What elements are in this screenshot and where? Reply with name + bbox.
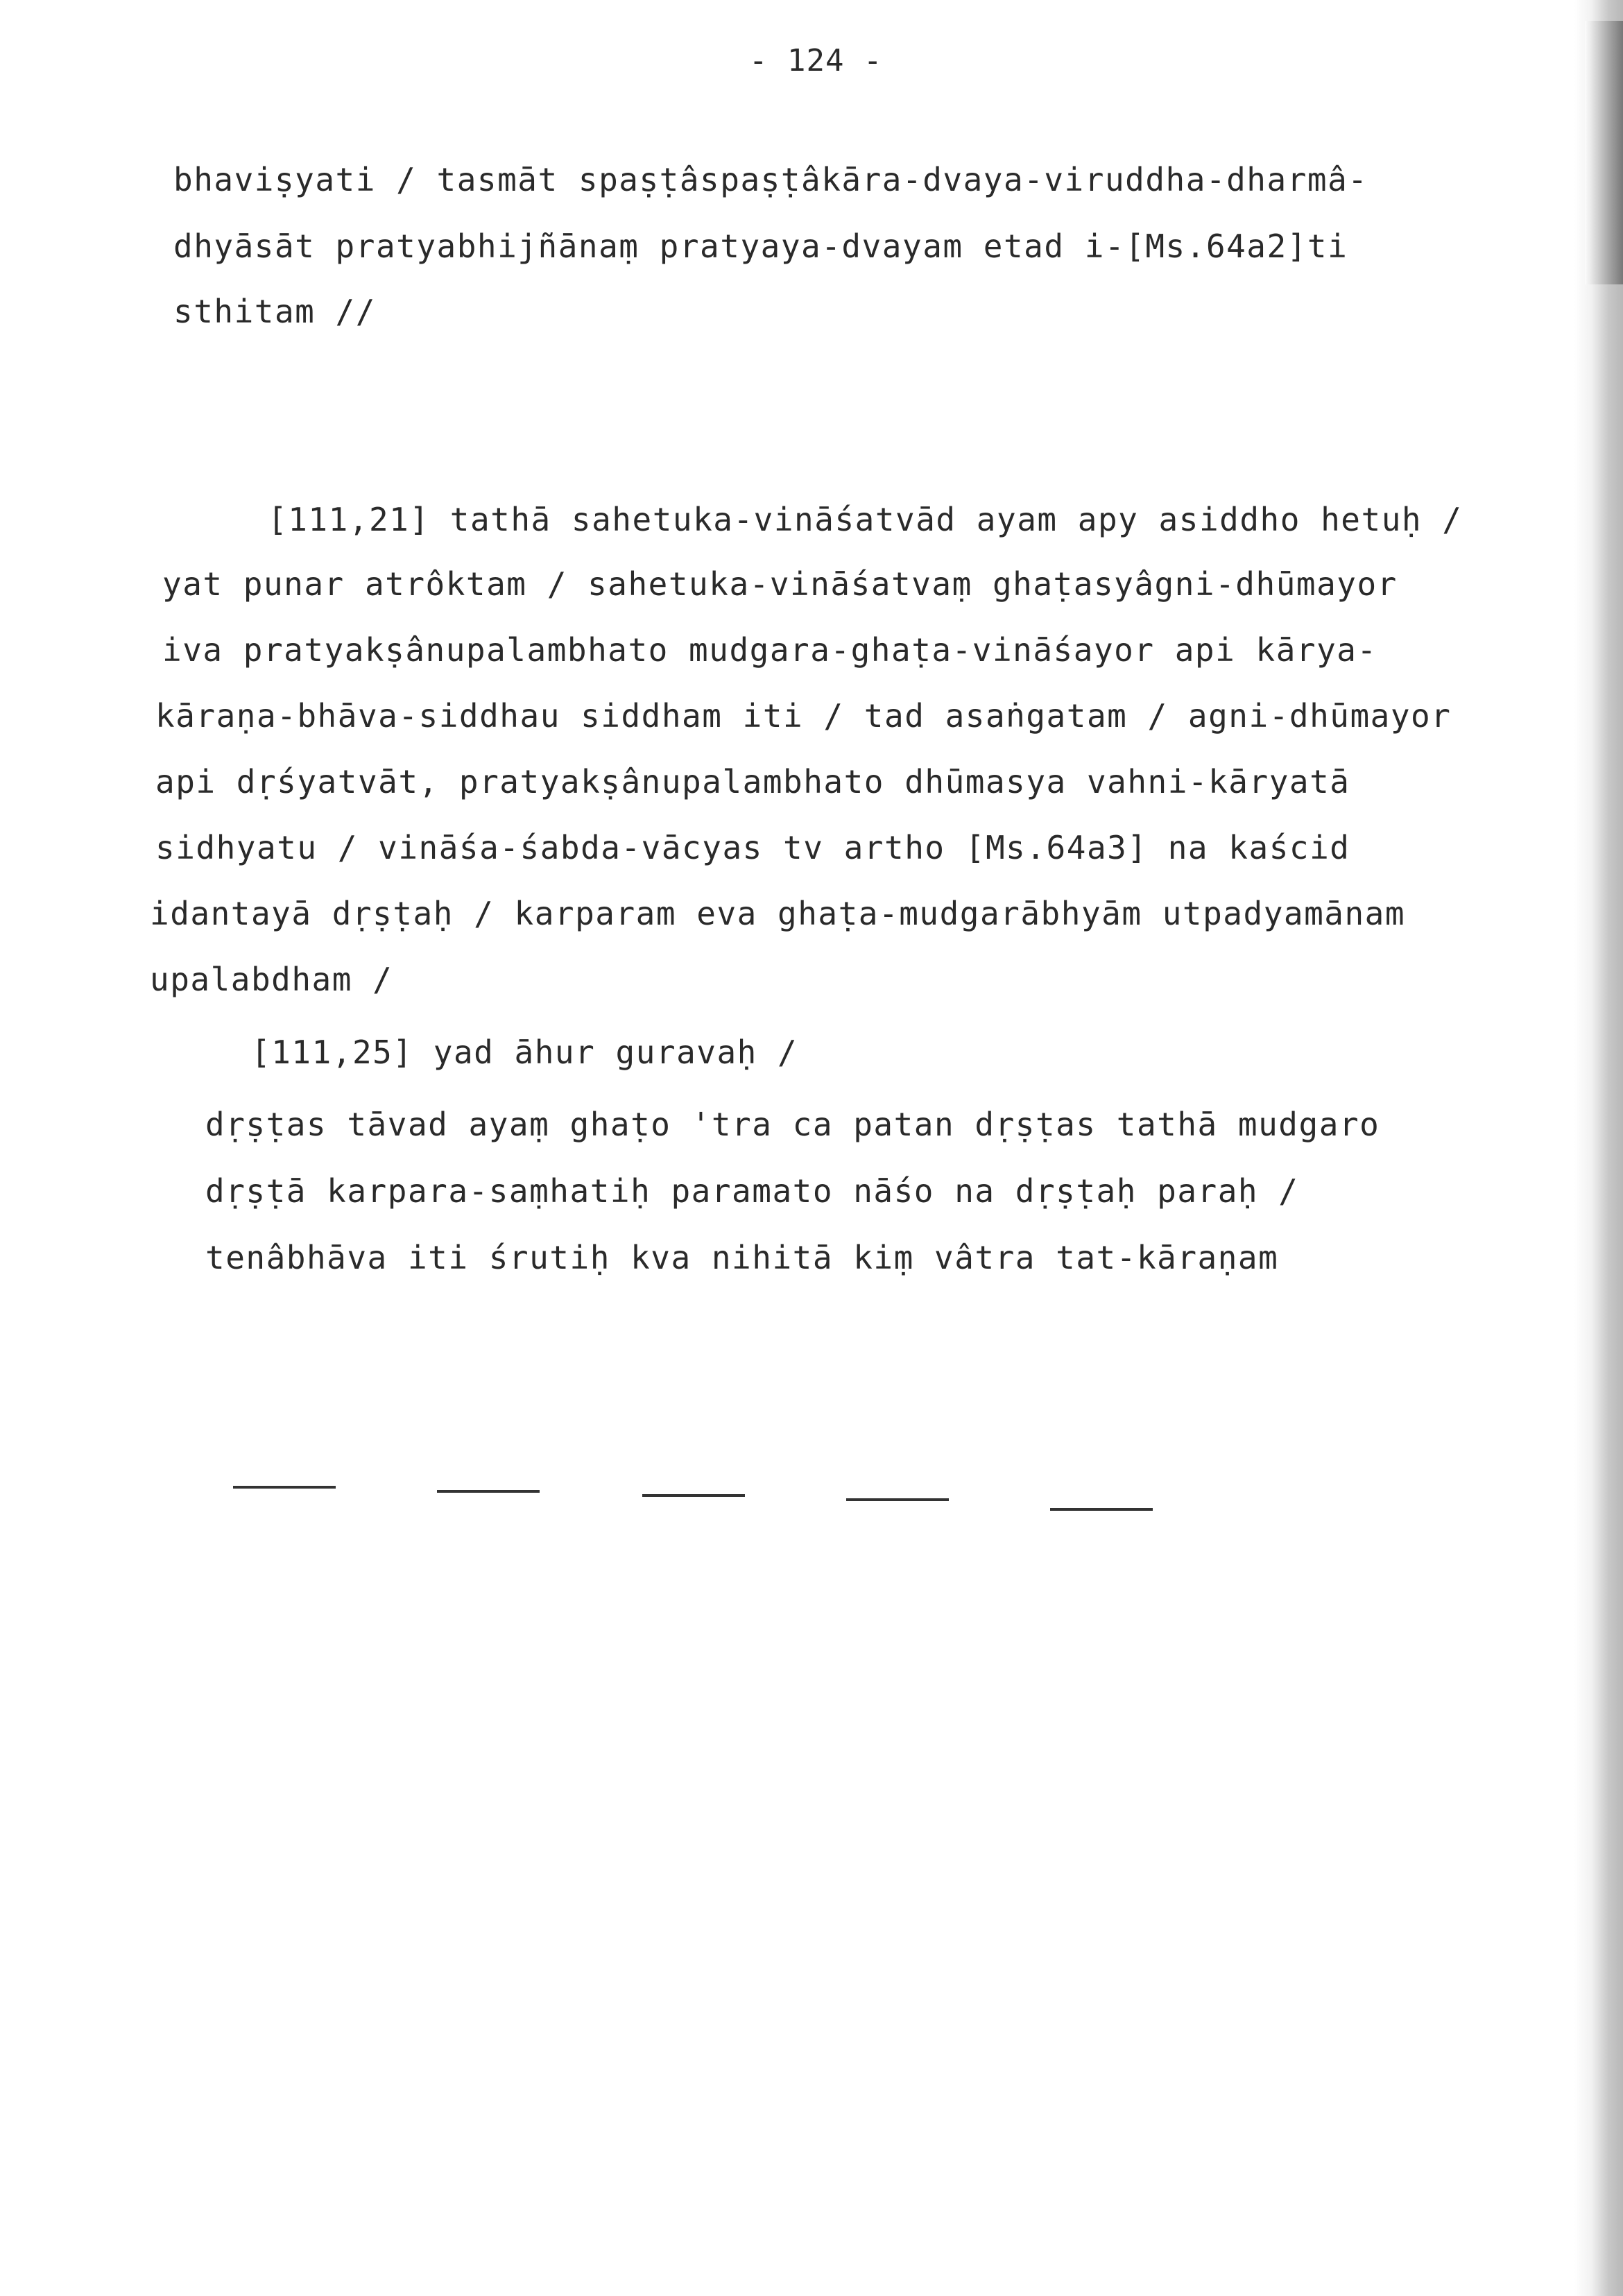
separator-dash — [846, 1498, 949, 1501]
text-line: idantayā dṛṣṭaḥ / karparam eva ghaṭa-mudgarābhyām utpadyamānam — [150, 895, 1406, 932]
separator-dash — [1050, 1508, 1153, 1511]
scan-edge-shadow — [1574, 0, 1623, 2296]
verse-line: dṛṣṭas tāvad ayaṃ ghaṭo 'tra ca patan dṛṣṭas tathā mudgaro — [205, 1106, 1380, 1143]
text-line: yat punar atrôktam / sahetuka-vināśatvaṃ ghaṭasyâgni-dhūmayor — [162, 565, 1398, 603]
text-line: kāraṇa-bhāva-siddhau siddham iti / tad asaṅgatam / agni-dhūmayor — [155, 697, 1452, 735]
separator-dash — [642, 1494, 745, 1497]
verse-line: tenâbhāva iti śrutiḥ kva nihitā kiṃ vâtra tat-kāraṇam — [205, 1239, 1279, 1276]
scan-edge-shadow-top — [1585, 21, 1623, 284]
separator-dash — [437, 1490, 540, 1493]
text-line: [111,25] yad āhur guravaḥ / — [251, 1034, 798, 1071]
text-line: bhaviṣyati / tasmāt spaṣṭâspaṣṭâkāra-dvaya-viruddha-dharmâ- — [173, 161, 1368, 198]
text-line: [111,21] tathā sahetuka-vināśatvād ayam apy asiddho hetuḥ / — [268, 501, 1463, 538]
text-line: sidhyatu / vināśa-śabda-vācyas tv artho [Ms.64a3] na kaścid — [155, 829, 1350, 866]
text-line: dhyāsāt pratyabhijñānaṃ pratyaya-dvayam etad i-[Ms.64a2]ti — [173, 228, 1348, 265]
text-line: api dṛśyatvāt, pratyakṣânupalambhato dhūmasya vahni-kāryatā — [155, 763, 1350, 800]
text-line: iva pratyakṣânupalambhato mudgara-ghaṭa-vināśayor api kārya- — [162, 631, 1377, 669]
text-line: upalabdham / — [150, 961, 393, 998]
verse-line: dṛṣṭā karpara-saṃhatiḥ paramato nāśo na dṛṣṭaḥ paraḥ / — [205, 1172, 1299, 1210]
page-number: - 124 - — [749, 43, 883, 78]
text-line: sthitam // — [173, 293, 376, 330]
separator-dash — [233, 1486, 336, 1489]
